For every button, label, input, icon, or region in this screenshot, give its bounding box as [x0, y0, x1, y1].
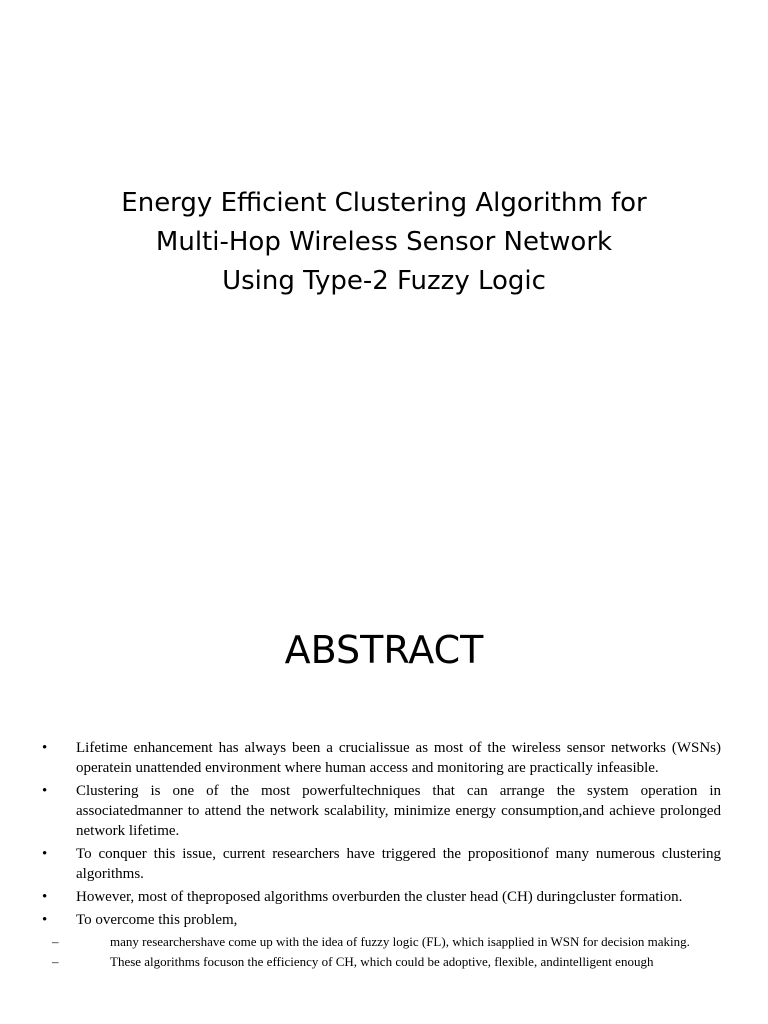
- abstract-bullet-list: [0, 738, 768, 973]
- slide-title: [0, 184, 768, 301]
- bullet-marker: •: [42, 912, 48, 928]
- bullet-text: Lifetime enhancement has always been a crucialissue as most of the wireless sensor networks (WSNs) operatein unattended environment where human access and monitoring are practically infeasible.: [76, 740, 721, 776]
- sub-bullet-text: many researchershave come up with the idea of fuzzy logic (FL), which isapplied in WSN for decision making.: [110, 934, 690, 949]
- sub-bullet-marker: –: [52, 934, 59, 949]
- title-line-1: Energy Efficient Clustering Algorithm for: [121, 188, 647, 218]
- bullet-marker: •: [42, 740, 48, 756]
- bullet-item: [0, 738, 768, 778]
- abstract-heading: ABSTRACT: [284, 628, 484, 672]
- bullet-text: To overcome this problem,: [76, 912, 238, 928]
- bullet-marker: •: [42, 783, 48, 799]
- title-line-2: Multi-Hop Wireless Sensor Network: [155, 227, 613, 257]
- sub-bullet-text: These algorithms focuson the efficiency of CH, which could be adoptive, flexible, andintelligent enough: [110, 954, 654, 969]
- bullet-item: [0, 781, 768, 841]
- sub-bullet-item: [0, 933, 768, 950]
- bullet-text: However, most of theproposed algorithms overburden the cluster head (CH) duringcluster formation.: [76, 889, 683, 905]
- bullet-item: [0, 844, 768, 884]
- bullet-marker: •: [42, 889, 48, 905]
- sub-bullet-marker: –: [52, 954, 59, 969]
- bullet-text: To conquer this issue, current researchers have triggered the propositionof many numerous clustering algorithms.: [76, 846, 721, 882]
- bullet-marker: •: [42, 846, 48, 862]
- sub-bullet-item: [0, 953, 768, 970]
- title-line-3: Using Type-2 Fuzzy Logic: [222, 266, 546, 296]
- bullet-item: [0, 910, 768, 930]
- bullet-item: [0, 887, 768, 907]
- bullet-text: Clustering is one of the most powerfultechniques that can arrange the system operation in associatedmanner to attend the network scalability, minimize energy consumption,and achieve prolonged network lifetime.: [76, 783, 721, 839]
